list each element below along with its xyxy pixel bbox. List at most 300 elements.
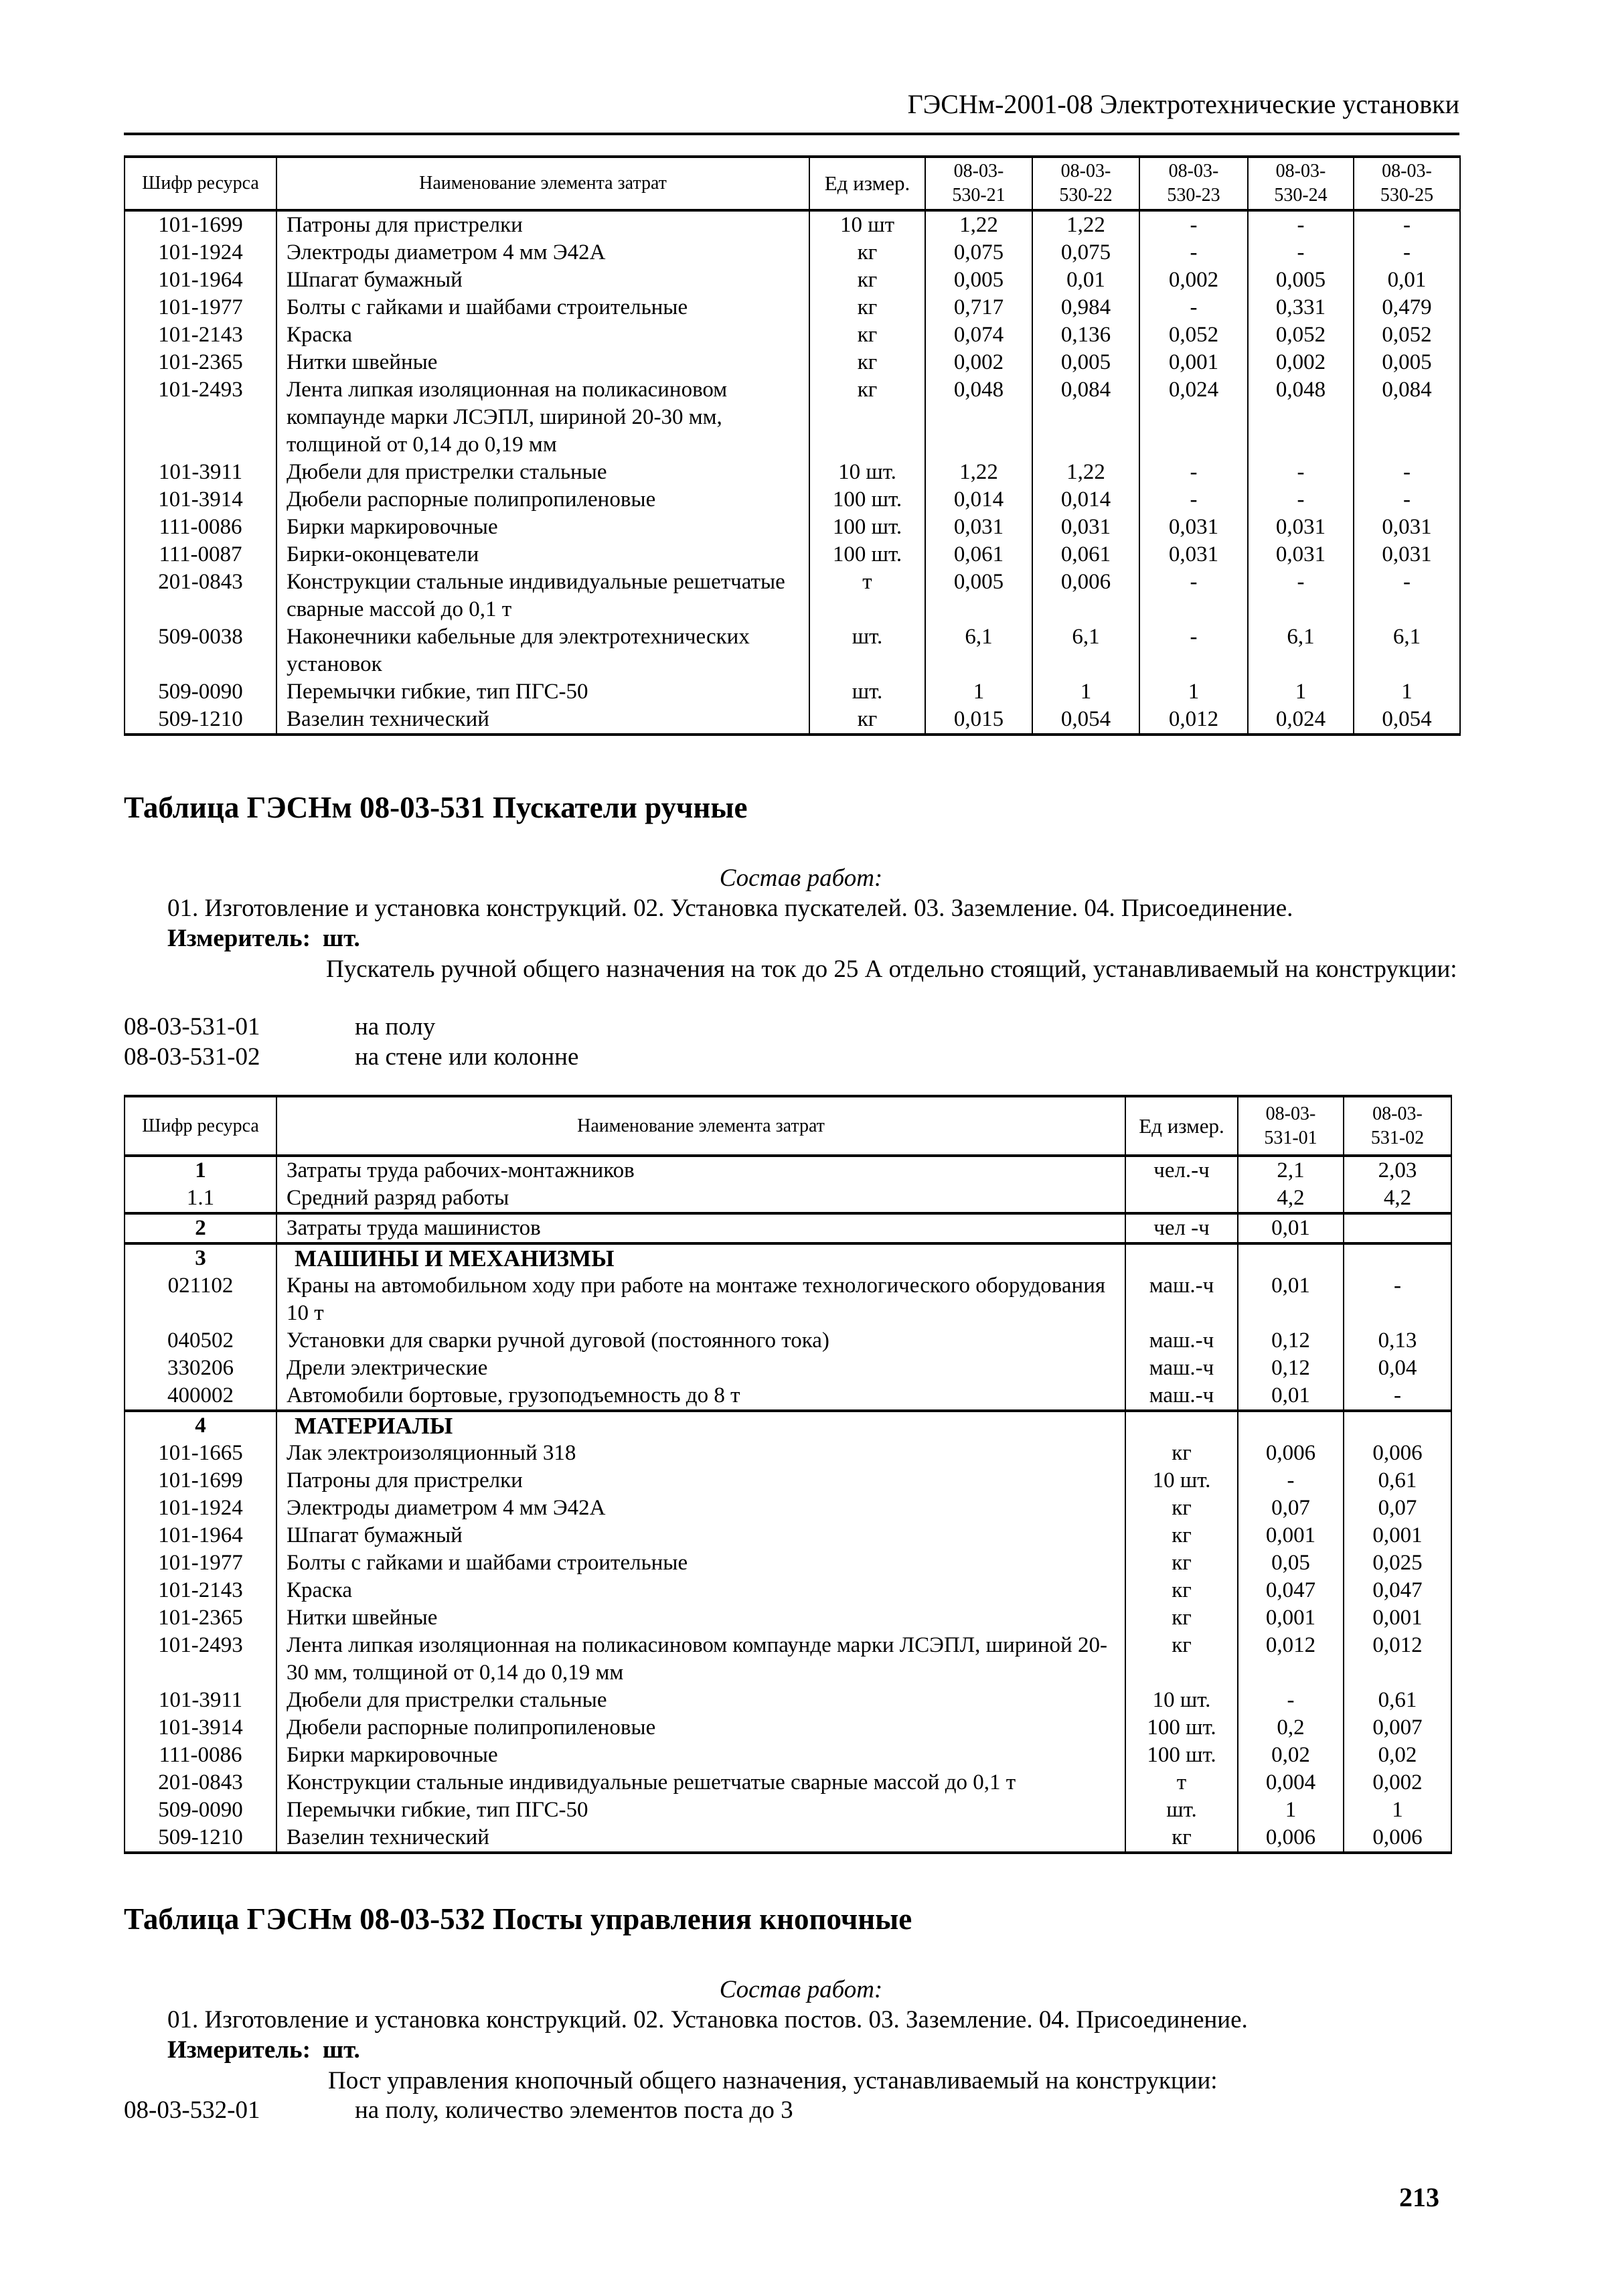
resource-code: 509-0038 <box>125 623 276 678</box>
norm-value: 0,12 <box>1238 1355 1344 1382</box>
norm-value: 0,01 <box>1354 266 1460 294</box>
unit: кг <box>1125 1549 1238 1577</box>
unit: 10 шт. <box>1125 1687 1238 1714</box>
norm-value: 0,024 <box>1139 376 1248 459</box>
norm-value: 0,2 <box>1238 1714 1344 1742</box>
norm-value: 0,005 <box>1248 266 1354 294</box>
meter <box>167 2036 360 2064</box>
resource-code: 040502 <box>125 1327 276 1355</box>
resource-name: Дюбели распорные полипропиленовые <box>276 486 809 514</box>
unit: кг <box>809 349 925 376</box>
table-row <box>125 1495 1451 1522</box>
unit: шт. <box>809 623 925 678</box>
table-row <box>125 294 1460 321</box>
norm-value: 0,006 <box>1032 568 1139 623</box>
unit: т <box>1125 1769 1238 1796</box>
norm-value: - <box>1139 294 1248 321</box>
norm-value: 0,001 <box>1238 1522 1344 1549</box>
variant-text: на полу <box>355 1013 436 1041</box>
norm-value: 0,014 <box>1032 486 1139 514</box>
norm-value: 0,479 <box>1354 294 1460 321</box>
table-row <box>125 1742 1451 1769</box>
variant-text: на полу, количество элементов поста до 3 <box>355 2096 793 2124</box>
resource-code: 101-1665 <box>125 1440 276 1467</box>
resource-name: Шпагат бумажный <box>276 266 809 294</box>
norm-value: 0,006 <box>1344 1824 1451 1853</box>
resource-code: 101-2493 <box>125 376 276 459</box>
resource-code: 101-2143 <box>125 1577 276 1604</box>
resource-name: Лента липкая изоляционная на поликасиновом компаунде марки ЛСЭПЛ, шириной 20-30 мм, толщиной от 0,14 до 0,19 мм <box>276 1632 1125 1687</box>
norm-value: 0,074 <box>925 321 1032 349</box>
norm-value: 0,047 <box>1344 1577 1451 1604</box>
norm-value: 0,01 <box>1238 1213 1344 1243</box>
column-header-norm: 08-03- 531-01 <box>1238 1096 1344 1156</box>
resource-code: 201-0843 <box>125 568 276 623</box>
norm-value: 0,031 <box>1354 541 1460 568</box>
resource-name: Патроны для пристрелки <box>276 210 809 239</box>
unit: кг <box>809 376 925 459</box>
composition-text: 01. Изготовление и установка конструкций. 02. Установка пускателей. 03. Заземление. 04. Присоединение. <box>167 895 1293 922</box>
resource-code: 101-1964 <box>125 1522 276 1549</box>
norm-value: 0,031 <box>1248 541 1354 568</box>
unit: кг <box>1125 1495 1238 1522</box>
norm-value: - <box>1248 210 1354 239</box>
column-header-name: Наименование элемента затрат <box>276 157 809 210</box>
table-row <box>125 1796 1451 1824</box>
norm-value: 0,031 <box>1032 514 1139 541</box>
norm-value: - <box>1248 459 1354 486</box>
norm-value: - <box>1344 1382 1451 1411</box>
meter <box>167 924 360 953</box>
table-row <box>125 568 1460 623</box>
table-row <box>125 541 1460 568</box>
resource-code: 101-1977 <box>125 294 276 321</box>
table-row <box>125 486 1460 514</box>
norm-value: 0,014 <box>925 486 1032 514</box>
resource-name: Патроны для пристрелки <box>276 1467 1125 1495</box>
resource-code: 509-0090 <box>125 678 276 706</box>
table-row <box>125 1549 1451 1577</box>
unit: шт. <box>809 678 925 706</box>
table-row <box>125 321 1460 349</box>
norm-value: 0,006 <box>1344 1440 1451 1467</box>
table-row <box>125 1769 1451 1796</box>
norm-value: 0,084 <box>1032 376 1139 459</box>
unit <box>1125 1411 1238 1440</box>
column-header-norm: 08-03- 530-23 <box>1139 157 1248 210</box>
resource-name: Краска <box>276 321 809 349</box>
norm-value: - <box>1354 459 1460 486</box>
norm-value: 1,22 <box>1032 459 1139 486</box>
table-row <box>125 376 1460 459</box>
norm-value: 0,061 <box>925 541 1032 568</box>
norm-value: - <box>1238 1467 1344 1495</box>
resource-name: Средний разряд работы <box>276 1184 1125 1213</box>
resource-code: 111-0087 <box>125 541 276 568</box>
norm-value: 2,1 <box>1238 1156 1344 1184</box>
resource-code: 101-3914 <box>125 1714 276 1742</box>
unit: маш.-ч <box>1125 1355 1238 1382</box>
resource-code: 101-1924 <box>125 1495 276 1522</box>
norm-value: 0,052 <box>1354 321 1460 349</box>
unit: кг <box>809 321 925 349</box>
resource-name: Вазелин технический <box>276 1824 1125 1853</box>
norm-value <box>1238 1243 1344 1272</box>
norm-value: 1 <box>1032 678 1139 706</box>
resource-code: 1.1 <box>125 1184 276 1213</box>
column-header-norm: 08-03- 530-25 <box>1354 157 1460 210</box>
variant-code: 08-03-532-01 <box>124 2096 260 2124</box>
norm-value: 1 <box>1238 1796 1344 1824</box>
norm-value: 1,22 <box>1032 210 1139 239</box>
variant-code: 08-03-531-02 <box>124 1043 260 1071</box>
norm-value: 6,1 <box>1248 623 1354 678</box>
norm-value: 0,05 <box>1238 1549 1344 1577</box>
resource-code: 101-3911 <box>125 1687 276 1714</box>
resource-code: 509-1210 <box>125 1824 276 1853</box>
norm-value: 2,03 <box>1344 1156 1451 1184</box>
norm-value: 0,01 <box>1238 1382 1344 1411</box>
norm-value: 0,002 <box>1139 266 1248 294</box>
resource-code: 101-1977 <box>125 1549 276 1577</box>
resource-name: Дюбели для пристрелки стальные <box>276 1687 1125 1714</box>
norm-value: 6,1 <box>925 623 1032 678</box>
unit: 100 шт. <box>1125 1714 1238 1742</box>
norm-value: - <box>1139 210 1248 239</box>
resource-code: 101-2143 <box>125 321 276 349</box>
table-row <box>125 514 1460 541</box>
resource-name: Наконечники кабельные для электротехнических установок <box>276 623 809 678</box>
norm-value <box>1344 1243 1451 1272</box>
resource-code: 201-0843 <box>125 1769 276 1796</box>
resource-name: Конструкции стальные индивидуальные решетчатые сварные массой до 0,1 т <box>276 568 809 623</box>
resource-name: Затраты труда машинистов <box>276 1213 1125 1243</box>
section-row <box>125 1243 1451 1272</box>
norm-value: 0,006 <box>1238 1824 1344 1853</box>
norm-value: 1 <box>925 678 1032 706</box>
norm-value: 0,984 <box>1032 294 1139 321</box>
norm-value: 0,13 <box>1344 1327 1451 1355</box>
resource-code: 4 <box>125 1411 276 1440</box>
norm-value: 0,075 <box>925 239 1032 266</box>
norm-value: 6,1 <box>1354 623 1460 678</box>
norm-value: 0,61 <box>1344 1467 1451 1495</box>
resource-name: Лак электроизоляционный 318 <box>276 1440 1125 1467</box>
norm-value: 0,12 <box>1238 1327 1344 1355</box>
meter-value: шт. <box>322 2036 360 2064</box>
table-row <box>125 706 1460 735</box>
column-header-unit: Ед измер. <box>809 157 925 210</box>
norm-value: - <box>1238 1687 1344 1714</box>
norm-value: 0,025 <box>1344 1549 1451 1577</box>
resource-name: Вазелин технический <box>276 706 809 735</box>
norm-value: 0,031 <box>925 514 1032 541</box>
resource-code: 101-1924 <box>125 239 276 266</box>
running-header: ГЭСНм-2001-08 Электротехнические установки <box>907 89 1459 119</box>
unit: т <box>809 568 925 623</box>
norm-value <box>1238 1411 1344 1440</box>
resource-name: Шпагат бумажный <box>276 1522 1125 1549</box>
norm-value: - <box>1139 486 1248 514</box>
resource-code: 3 <box>125 1243 276 1272</box>
norm-value: 0,01 <box>1238 1272 1344 1327</box>
table-row <box>125 1327 1451 1355</box>
resource-name: Нитки швейные <box>276 349 809 376</box>
unit: шт. <box>1125 1796 1238 1824</box>
column-header-norm: 08-03- 530-22 <box>1032 157 1139 210</box>
unit: 10 шт. <box>809 459 925 486</box>
resource-name: Установки для сварки ручной дуговой (постоянного тока) <box>276 1327 1125 1355</box>
resource-name: Затраты труда рабочих-монтажников <box>276 1156 1125 1184</box>
norm-value: - <box>1354 210 1460 239</box>
unit: кг <box>809 266 925 294</box>
header-rule <box>124 133 1459 135</box>
norm-value: 0,031 <box>1248 514 1354 541</box>
norm-value: - <box>1248 568 1354 623</box>
unit: 100 шт. <box>1125 1742 1238 1769</box>
resource-code: 101-2365 <box>125 1604 276 1632</box>
resource-name: Бирки-оконцеватели <box>276 541 809 568</box>
resource-code: 101-1699 <box>125 1467 276 1495</box>
norm-value: 0,012 <box>1344 1632 1451 1687</box>
norm-value: 0,006 <box>1238 1440 1344 1467</box>
resource-name: Лента липкая изоляционная на поликасиновом компаунде марки ЛСЭПЛ, шириной 20-30 мм, толщиной от 0,14 до 0,19 мм <box>276 376 809 459</box>
resource-table-531 <box>124 1095 1452 1854</box>
norm-value: 0,04 <box>1344 1355 1451 1382</box>
unit: кг <box>1125 1522 1238 1549</box>
table-row <box>125 1156 1451 1184</box>
norm-value: 0,005 <box>925 266 1032 294</box>
resource-code: 111-0086 <box>125 1742 276 1769</box>
resource-code: 2 <box>125 1213 276 1243</box>
table-row <box>125 1440 1451 1467</box>
resource-name: Болты с гайками и шайбами строительные <box>276 294 809 321</box>
norm-value: - <box>1139 459 1248 486</box>
section-title: МАТЕРИАЛЫ <box>276 1411 1125 1440</box>
norm-value <box>1344 1213 1451 1243</box>
unit: кг <box>809 706 925 735</box>
norm-value: - <box>1354 239 1460 266</box>
column-header-norm: 08-03- 530-21 <box>925 157 1032 210</box>
unit: маш.-ч <box>1125 1327 1238 1355</box>
meter-label: Измеритель: <box>167 925 311 952</box>
resource-name: Дрели электрические <box>276 1355 1125 1382</box>
unit: маш.-ч <box>1125 1272 1238 1327</box>
column-header-code: Шифр ресурса <box>125 1096 276 1156</box>
resource-code: 330206 <box>125 1355 276 1382</box>
unit: кг <box>1125 1604 1238 1632</box>
resource-name: Дюбели распорные полипропиленовые <box>276 1714 1125 1742</box>
norm-value: 0,001 <box>1344 1604 1451 1632</box>
composition-text: 01. Изготовление и установка конструкций. 02. Установка постов. 03. Заземление. 04. Присоединение. <box>167 2006 1248 2034</box>
norm-value: 0,001 <box>1344 1522 1451 1549</box>
norm-value: 0,075 <box>1032 239 1139 266</box>
description: Пост управления кнопочный общего назначения, устанавливаемый на конструкции: <box>328 2067 1218 2094</box>
table-row <box>125 1213 1451 1243</box>
norm-value: 0,001 <box>1139 349 1248 376</box>
unit: кг <box>1125 1577 1238 1604</box>
table-title-531: Таблица ГЭСНм 08-03-531 Пускатели ручные <box>124 791 748 824</box>
unit: 100 шт. <box>809 486 925 514</box>
norm-value: 0,331 <box>1248 294 1354 321</box>
norm-value: 0,047 <box>1238 1577 1344 1604</box>
resource-code: 111-0086 <box>125 514 276 541</box>
column-header-norm: 08-03- 531-02 <box>1344 1096 1451 1156</box>
norm-value: - <box>1248 486 1354 514</box>
norm-value: 0,031 <box>1354 514 1460 541</box>
table-header-row <box>125 1096 1451 1156</box>
resource-name: Нитки швейные <box>276 1604 1125 1632</box>
table-row <box>125 623 1460 678</box>
table-row <box>125 1522 1451 1549</box>
unit: кг <box>809 294 925 321</box>
norm-value: 0,005 <box>1032 349 1139 376</box>
resource-code: 509-0090 <box>125 1796 276 1824</box>
unit: кг <box>1125 1440 1238 1467</box>
variant-code: 08-03-531-01 <box>124 1013 260 1041</box>
norm-value: - <box>1139 568 1248 623</box>
table-row <box>125 1577 1451 1604</box>
meter-label: Измеритель: <box>167 2036 311 2064</box>
table-row <box>125 1272 1451 1327</box>
section-row <box>125 1411 1451 1440</box>
norm-value: 6,1 <box>1032 623 1139 678</box>
variant-text: на стене или колонне <box>355 1043 579 1071</box>
resource-name: Бирки маркировочные <box>276 514 809 541</box>
norm-value: - <box>1139 623 1248 678</box>
column-header-name: Наименование элемента затрат <box>276 1096 1125 1156</box>
norm-value: 0,052 <box>1248 321 1354 349</box>
column-header-norm: 08-03- 530-24 <box>1248 157 1354 210</box>
table-row <box>125 1467 1451 1495</box>
norm-value <box>1344 1411 1451 1440</box>
resource-name: Болты с гайками и шайбами строительные <box>276 1549 1125 1577</box>
resource-code: 101-3911 <box>125 459 276 486</box>
norm-value: 0,031 <box>1139 514 1248 541</box>
norm-value: 1 <box>1139 678 1248 706</box>
norm-value: 1 <box>1354 678 1460 706</box>
norm-value: 0,004 <box>1238 1769 1344 1796</box>
norm-value: 0,02 <box>1344 1742 1451 1769</box>
composition-label: Состав работ: <box>719 864 883 892</box>
norm-value: - <box>1248 239 1354 266</box>
table-title-532: Таблица ГЭСНм 08-03-532 Посты управления кнопочные <box>124 1902 912 1936</box>
unit: 100 шт. <box>809 541 925 568</box>
unit <box>1125 1243 1238 1272</box>
unit: кг <box>809 239 925 266</box>
unit: 10 шт <box>809 210 925 239</box>
unit: 10 шт. <box>1125 1467 1238 1495</box>
unit: 100 шт. <box>809 514 925 541</box>
norm-value: 0,717 <box>925 294 1032 321</box>
norm-value: 0,015 <box>925 706 1032 735</box>
resource-code: 021102 <box>125 1272 276 1327</box>
norm-value: 0,084 <box>1354 376 1460 459</box>
table-header-row <box>125 157 1460 210</box>
norm-value: 0,031 <box>1139 541 1248 568</box>
norm-value: 1,22 <box>925 459 1032 486</box>
norm-value: 1,22 <box>925 210 1032 239</box>
table-row <box>125 210 1460 239</box>
table-row <box>125 678 1460 706</box>
norm-value: 0,001 <box>1238 1604 1344 1632</box>
table-row <box>125 1714 1451 1742</box>
norm-value: - <box>1139 239 1248 266</box>
norm-value: 1 <box>1248 678 1354 706</box>
unit: кг <box>1125 1824 1238 1853</box>
norm-value: 0,002 <box>925 349 1032 376</box>
unit: маш.-ч <box>1125 1382 1238 1411</box>
unit: чел.-ч <box>1125 1156 1238 1184</box>
norm-value: 0,07 <box>1344 1495 1451 1522</box>
norm-value: 0,054 <box>1354 706 1460 735</box>
norm-value: 0,054 <box>1032 706 1139 735</box>
norm-value: 0,061 <box>1032 541 1139 568</box>
composition-label: Состав работ: <box>719 1976 883 2003</box>
resource-name: Перемычки гибкие, тип ПГС-50 <box>276 1796 1125 1824</box>
norm-value: 0,048 <box>925 376 1032 459</box>
table-row <box>125 1604 1451 1632</box>
norm-value: 0,01 <box>1032 266 1139 294</box>
table-row <box>125 459 1460 486</box>
resource-name: Дюбели для пристрелки стальные <box>276 459 809 486</box>
norm-value: 0,136 <box>1032 321 1139 349</box>
resource-code: 101-2493 <box>125 1632 276 1687</box>
resource-code: 1 <box>125 1156 276 1184</box>
resource-name: Краска <box>276 1577 1125 1604</box>
unit: кг <box>1125 1632 1238 1687</box>
norm-value: - <box>1344 1272 1451 1327</box>
norm-value: 0,012 <box>1139 706 1248 735</box>
norm-value: 0,61 <box>1344 1687 1451 1714</box>
resource-code: 101-2365 <box>125 349 276 376</box>
unit: чел -ч <box>1125 1213 1238 1243</box>
table-row <box>125 1355 1451 1382</box>
resource-name: Конструкции стальные индивидуальные решетчатые сварные массой до 0,1 т <box>276 1769 1125 1796</box>
resource-name: Краны на автомобильном ходу при работе на монтаже технологического оборудования 10 т <box>276 1272 1125 1327</box>
norm-value: 0,005 <box>1354 349 1460 376</box>
table-row <box>125 349 1460 376</box>
resource-code: 101-1964 <box>125 266 276 294</box>
norm-value: 4,2 <box>1238 1184 1344 1213</box>
meter-value: шт. <box>322 925 360 952</box>
resource-name: Электроды диаметром 4 мм Э42А <box>276 239 809 266</box>
table-row <box>125 239 1460 266</box>
norm-value: - <box>1354 486 1460 514</box>
norm-value: 0,024 <box>1248 706 1354 735</box>
column-header-code: Шифр ресурса <box>125 157 276 210</box>
table-row <box>125 1824 1451 1853</box>
resource-code: 101-1699 <box>125 210 276 239</box>
norm-value: 0,002 <box>1248 349 1354 376</box>
norm-value: 0,012 <box>1238 1632 1344 1687</box>
column-header-unit: Ед измер. <box>1125 1096 1238 1156</box>
norm-value: 0,007 <box>1344 1714 1451 1742</box>
resource-name: Бирки маркировочные <box>276 1742 1125 1769</box>
section-title: МАШИНЫ И МЕХАНИЗМЫ <box>276 1243 1125 1272</box>
norm-value: 0,07 <box>1238 1495 1344 1522</box>
resource-name: Электроды диаметром 4 мм Э42А <box>276 1495 1125 1522</box>
page-number: 213 <box>1399 2182 1439 2212</box>
resource-name: Автомобили бортовые, грузоподъемность до 8 т <box>276 1382 1125 1411</box>
norm-value: 0,02 <box>1238 1742 1344 1769</box>
unit <box>1125 1184 1238 1213</box>
description: Пускатель ручной общего назначения на ток до 25 А отдельно стоящий, устанавливаемый на конструкции: <box>326 955 1457 983</box>
norm-value: - <box>1354 568 1460 623</box>
resource-code: 101-3914 <box>125 486 276 514</box>
resource-name: Перемычки гибкие, тип ПГС-50 <box>276 678 809 706</box>
norm-value: 4,2 <box>1344 1184 1451 1213</box>
